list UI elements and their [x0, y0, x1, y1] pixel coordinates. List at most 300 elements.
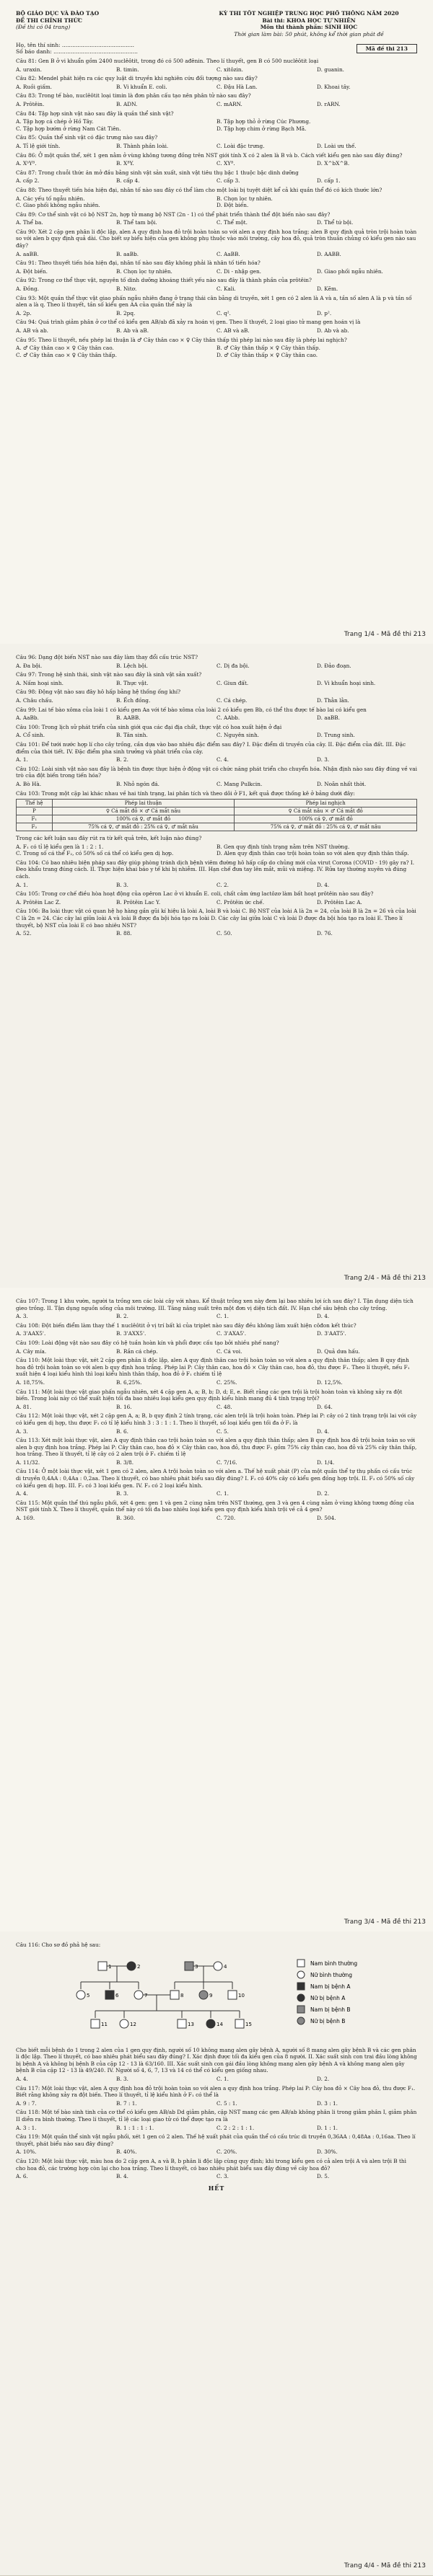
pedigree-female — [206, 2019, 215, 2028]
answer-options — [16, 84, 417, 91]
answer-option: A. Đa bội. — [16, 662, 43, 669]
table-row — [17, 807, 417, 815]
end-mark: HẾT — [208, 2184, 225, 2192]
question-text: Câu 118: Một tế bào sinh tinh của cơ thể có kiểu gen AB/ab Dd giảm phân, cặp NST mang các gen AB/ab không phân li trong giảm phân I, giảm phân II diễn ra bình thường. Theo lí thuyết, tỉ lệ các loại giao tử có thể được tạo ra là — [16, 2109, 417, 2123]
answer-option: C. Di - nhập gen. — [216, 267, 261, 275]
pedigree-number: 15 — [245, 2021, 252, 2027]
answer-option: A. 18,75%. — [16, 1378, 45, 1386]
answer-options — [16, 101, 417, 108]
legend-female-symbol — [297, 1971, 305, 1978]
answer-option: D. Khoai tây. — [317, 83, 351, 90]
answer-option: C. Prôtêin ức chế. — [216, 898, 265, 906]
answer-option: A. Đồng. — [16, 286, 39, 293]
pedigree-number: 2 — [137, 1963, 141, 1970]
question-text: Câu 84: Tập hợp sinh vật nào sau đây là quần thể sinh vật? — [16, 110, 174, 117]
answer-option: B. 40%. — [116, 2148, 137, 2156]
legend-label: Nữ bị bệnh B — [310, 2017, 346, 2024]
answer-option: C. 50. — [216, 930, 232, 937]
page-footer: Trang 2/4 - Mã đề thi 213 — [344, 1275, 426, 1282]
answer-option: B. Ếch đồng. — [116, 696, 151, 704]
answer-options — [16, 732, 417, 739]
candidate-info — [16, 42, 417, 55]
answer-option: D. 3. — [317, 756, 330, 763]
table-cell: ♀ Cá mắt đỏ × ♂ Cá mắt nâu — [52, 807, 235, 815]
answer-option: D. 76. — [317, 930, 333, 937]
table-header-cell: Thế hệ — [17, 800, 53, 807]
answer-option: B. Tân sinh. — [116, 732, 148, 739]
answer-option: A. 11/32. — [16, 1459, 40, 1466]
official-label: ĐỀ THI CHÍNH THỨC — [16, 17, 82, 24]
answer-options — [16, 1348, 417, 1355]
answer-options — [16, 2100, 417, 2107]
question-text: Câu 92: Trong cơ thể thực vật, nguyên tố dinh dưỡng khoáng thiết yếu nào sau đây là thành phần của prôtêin? — [16, 277, 312, 284]
answer-option: D. 504. — [317, 1515, 336, 1522]
question-text: Cho biết mỗi bệnh do 1 trong 2 alen của 1 gen quy định, người số 10 không mang alen gây bệnh A, người số 8 mang alen gây bệnh B và các gen phân li độc lập. Theo lí thuyết, có bao nhiêu phát biểu sau đây đúng? I. Xác định được tối đa kiểu gen của 8 người. II. Xác suất sinh con trai đầu lòng không bị bệnh A và không bị bệnh B của cặp 12 - 13 là 63/160. III. Xác suất sinh con gái đầu lòng không mang alen gây bệnh A và không mang alen gây bệnh B của cặp 12 - 13 là 49/240. IV. Người số 4, 6, 7, 13 và 14 có thể có kiểu gen giống nhau. — [16, 2046, 417, 2074]
answer-option: A. XᵇYᴮ. — [16, 160, 37, 167]
pedigree-chart — [16, 1953, 417, 2040]
page-footer: Trang 3/4 - Mã đề thi 213 — [344, 1918, 426, 1926]
answer-option: B. 2pq. — [116, 309, 136, 317]
answer-option: C. Giun đất. — [216, 679, 249, 686]
pedigree-male — [170, 1991, 179, 1999]
answer-option: A. 3 : 1. — [16, 2124, 37, 2131]
table-cell: 100% cá ♀, ♂ mắt đỏ — [235, 815, 417, 823]
answer-option: B. 360. — [116, 1515, 136, 1522]
answer-options — [16, 286, 417, 293]
answer-option: D. Trung sinh. — [317, 732, 355, 739]
answer-option: B. 16. — [116, 1403, 132, 1410]
answer-option: C. 7/16. — [216, 1459, 237, 1466]
question-text: Câu 113: Xét một loài thực vật, alen A quy định thân cao trội hoàn toàn so với alen a quy định thân thấp; alen B quy định hoa đỏ trội hoàn toàn so với alen b quy định hoa trắng. Phép lai P: Cây thân cao, hoa đỏ × Cây thân cao, hoa đỏ, thu được F₁ gồm 75% cây thân cao, hoa đỏ và 25% cây thân thấp, hoa trắng. Theo lí thuyết, tỉ lệ cây có 2 alen trội ở F₁ chiếm tỉ lệ — [16, 1437, 417, 1458]
answer-options — [16, 930, 417, 937]
answer-option: D. Thể tứ bội. — [317, 219, 354, 226]
answer-option: C. 20%. — [216, 2148, 237, 2156]
answer-option: D. rARN. — [317, 100, 341, 107]
answer-option: C. AaBB. — [216, 250, 240, 257]
answer-option: A. 10%. — [16, 2148, 37, 2156]
answer-option: A. AB và ab. — [16, 327, 48, 334]
table-cell: F₁ — [17, 815, 53, 823]
table-cell: P — [17, 807, 53, 815]
question-text: Câu 107: Trong 1 khu vườn, người ta trồng xen các loài cây với nhau. Kể thuật trồng xen này đem lại bao nhiêu lợi ích sau đây? I. Tận dụng diện tích gieo trồng. II. Tận dụng nguồn sống của môi trường. III. Tăng năng suất trên một đơn vị diện tích đất. IV. Hạn chế sâu bệnh cho cây trồng. — [16, 1298, 414, 1311]
answer-option: D. 1/4. — [317, 1459, 335, 1466]
question-text: Câu 81: Gen B ở vi khuẩn gồm 2400 nuclêôtit, trong đó có 500 ađênin. Theo lí thuyết, gen B có 500 nuclêôtit loại — [16, 58, 319, 64]
answer-option: A. Thể ba. — [16, 219, 43, 226]
answer-option: C. 3'AXA5'. — [216, 1330, 247, 1337]
answer-option: A. 6. — [16, 2173, 28, 2180]
question-text: Câu 97: Trong hệ sinh thái, sinh vật nào sau đây là sinh vật sản xuất? — [16, 671, 202, 678]
answer-option: C. Cá chép. — [216, 696, 248, 704]
question-text: Câu 83: Trong tế bào, nuclêôtit loại timin là đơn phân cấu tạo nên phân tử nào sau đây? — [16, 92, 251, 99]
answer-options — [16, 1330, 417, 1337]
question-text: Trong các kết luận sau đây rút ra từ kết quả trên, kết luận nào đúng? — [16, 835, 202, 842]
answer-options — [16, 177, 417, 185]
answer-option: C. Loài đặc trưng. — [216, 142, 265, 149]
question-list — [16, 1298, 417, 1522]
answer-option: B. ADN. — [116, 100, 138, 107]
page-count-note: (Đề thi có 04 trang) — [16, 24, 71, 30]
table-cell: 75% cá ♀, ♂ mắt đỏ : 25% cá ♀, ♂ mắt nâu — [235, 823, 417, 831]
pedigree-female — [120, 2019, 128, 2028]
question-text: Câu 109: Loài động vật nào sau đây có hệ tuần hoàn kín và phổi được cấu tạo bởi nhiều phế nang? — [16, 1339, 279, 1346]
answer-options — [16, 680, 417, 687]
question-text: Câu 108: Đột biến điểm làm thay thế 1 nuclêôtit ở vị trí bất kì của triplet nào sau đây đều không làm xuất hiện côđon kết thúc? — [16, 1322, 357, 1329]
question-text: Câu 98: Động vật nào sau đây hô hấp bằng hệ thống ống khí? — [16, 689, 180, 696]
pedigree-male — [235, 2019, 244, 2028]
answer-option: B. 3'AXX5'. — [116, 1330, 146, 1337]
answer-option: D. Kẽm. — [317, 286, 338, 293]
answer-option: B. 6,25%. — [116, 1378, 142, 1386]
answer-option: B. 7 : 1. — [116, 2099, 137, 2107]
pedigree-male — [228, 1991, 237, 1999]
table-header-cell: Phép lai nghịch — [235, 800, 417, 807]
pedigree-number: 10 — [238, 1992, 245, 1999]
question-text: Câu 103: Trong một cặp lai khác nhau về hai tính trạng, lai phân tích và theo dõi ở F1, kết quả được thống kê ở bảng dưới đây: — [16, 789, 355, 797]
answer-option: C. Dị đa bội. — [216, 662, 250, 669]
answer-option: D. 30%. — [317, 2148, 338, 2156]
pedigree-number: 3 — [195, 1963, 198, 1970]
answer-option: A. Tỉ lệ giới tính. — [16, 142, 61, 149]
question-text: Câu 95: Theo lí thuyết, nếu phép lai thuận là ♂ Cây thân cao × ♀ Cây thân thấp thì phép lai nào sau đây là phép lai nghịch? — [16, 336, 347, 343]
answer-option: D. Quả dưa hấu. — [317, 1347, 360, 1355]
answer-option: A. Prôtêin Lac Z. — [16, 898, 61, 906]
question-text: Câu 91: Theo thuyết tiến hóa hiện đại, nhân tố nào sau đây không phải là nhân tố tiến hóa? — [16, 260, 261, 267]
exam-subject-group: Bài thi: KHOA HỌC TỰ NHIÊN — [262, 17, 356, 24]
answer-options — [16, 327, 417, 335]
answer-option: B. 88. — [116, 930, 132, 937]
question-list — [16, 58, 417, 358]
pedigree-number: 13 — [188, 2021, 194, 2027]
candidate-number: Số báo danh: ................................................. — [16, 48, 138, 55]
pedigree-female — [127, 1962, 136, 1970]
legend-female-symbol — [297, 1994, 305, 2001]
answer-option: B. ♂ Cây thân thấp × ♀ Cây thân thấp. — [216, 345, 320, 352]
answer-option: C. 1. — [216, 2075, 229, 2082]
answer-option: C. ♂ Cây thân cao × ♀ Cây thân thấp. — [16, 351, 117, 358]
answer-options — [16, 1490, 417, 1497]
question-text: Câu 115: Một quần thể thú ngẫu phối, xét 4 gen: gen 1 và gen 2 cùng nằm trên NST thường, gen 3 và gen 4 cùng nằm ở vùng không tương đồng của NST giới tính X. Theo lí thuyết, quần thể này có tối đa bao nhiêu loại kiểu gen quy định kiểu hình trội về cả 4 gen? — [16, 1499, 414, 1513]
question-text: Câu 96: Dạng đột biến NST nào sau đây làm thay đổi cấu trúc NST? — [16, 654, 198, 660]
pedigree-number: 4 — [224, 1963, 227, 1970]
answer-option: D. 64. — [317, 1403, 333, 1410]
answer-option: C. Tập hợp bướm ở rừng Nam Cát Tiên. — [16, 125, 121, 132]
answer-option: C. q². — [216, 309, 231, 317]
question-text: Câu 105: Trong cơ chế điều hòa hoạt động của opêron Lac ở vi khuẩn E. coli, chất cảm ứng lactôzơ làm bất hoạt prôtêin nào sau đây? — [16, 890, 374, 898]
exam-page-1 — [0, 0, 433, 645]
answer-option: C. cấp 3. — [216, 177, 240, 185]
pedigree-female — [214, 1962, 222, 1970]
answer-option: D. 2. — [317, 2075, 330, 2082]
answer-option: D. Giao phối ngẫu nhiên. — [317, 267, 383, 275]
question-text: Câu 106: Ba loài thực vật có quan hệ họ hàng gần gũi kí hiệu là loài A, loài B và loài C. Bộ NST của loài A là 2n = 24, của loài B là 2n = 26 và của loài C là 2n = 24. Các cây lai giữa loài A và loài B được đa bội hóa tạo ra loài D. Các cây lai giữa loài C và loài D được đa bội hóa tạo ra loài E. Theo lí thuyết, bộ NST của loài E có bao nhiêu NST? — [16, 908, 416, 929]
question-text: Câu 93: Một quần thể thực vật giao phấn ngẫu nhiên đang ở trạng thái cân bằng di truyền, xét 1 gen có 2 alen là A và a, tần số alen A là p và tần số alen a là q. Theo lí thuyết, tần số kiểu gen AA của quần thể này là — [16, 294, 412, 309]
table-cell: 75% cá ♀, ♂ mắt đỏ : 25% cá ♀, ♂ mắt nâu — [52, 823, 235, 831]
question-text: Câu 116: Cho sơ đồ phả hệ sau: — [16, 1942, 101, 1948]
pedigree-male — [105, 1991, 114, 1999]
answer-option: D. Prôtêin Lac A. — [317, 898, 362, 906]
table-header-cell: Phép lai thuận — [52, 800, 235, 807]
answer-option: D. Vi khuẩn hoại sinh. — [317, 679, 376, 686]
answer-options — [16, 2076, 417, 2083]
answer-option: D. cấp 1. — [317, 177, 341, 185]
answer-options — [16, 781, 417, 788]
answer-option: A. Châu chấu. — [16, 696, 53, 704]
answer-option: A. Các yếu tố ngẫu nhiên. — [16, 195, 85, 202]
answer-option: A. Đột biến. — [16, 267, 48, 275]
question-text: Câu 88: Theo thuyết tiến hóa hiện đại, nhân tố nào sau đây có thể làm cho một loài bị tuyệt diệt kể cả khi quần thể đó có kích thước lớn? — [16, 186, 382, 193]
answer-option: A. 9 : 7. — [16, 2099, 37, 2107]
answer-option: B. Thực vật. — [116, 679, 149, 686]
pedigree-female — [134, 1991, 143, 1999]
question-text: Câu 82: Mendel phát hiện ra các quy luật di truyền khi nghiên cứu đối tượng nào sau đây? — [16, 75, 258, 82]
pedigree-female — [76, 1991, 85, 1999]
answer-option: A. 81. — [16, 1403, 32, 1410]
answer-options — [16, 663, 417, 670]
answer-option: C. 5. — [216, 1428, 229, 1435]
answer-options — [16, 251, 417, 258]
answer-option: B. XᴮY. — [116, 160, 134, 167]
answer-option: D. 3 : 1. — [317, 2099, 338, 2107]
answer-option: B. Lệch bội. — [116, 662, 148, 669]
pedigree-male — [91, 2019, 100, 2028]
answer-options — [16, 697, 417, 704]
answer-option: D. ♂ Cây thân thấp × ♀ Cây thân cao. — [216, 351, 318, 358]
legend-male-symbol — [297, 1983, 305, 1990]
answer-option: D. Ab và ab. — [317, 327, 349, 334]
legend-label: Nam bình thường — [310, 1960, 358, 1967]
results-table — [16, 799, 417, 831]
answer-option: D. Alen quy định thân cao trội hoàn toàn so với alen quy định thân thấp. — [216, 850, 409, 857]
legend-male-symbol — [297, 1960, 305, 1967]
answer-options — [16, 345, 417, 358]
question-text: Câu 111: Một loài thực vật giao phấn ngẫu nhiên, xét 4 cặp gen A, a; B, b; D, d; E, e. Biết rằng các gen trội là trội hoàn toàn và không xảy ra đột biến. Trong loài này có thể xuất hiện tối đa bao nhiêu loại kiểu gen quy định kiểu hình mang đủ 4 tính trạng trội? — [16, 1388, 403, 1402]
legend-male-symbol — [297, 2006, 305, 2013]
answer-option: A. aaBB. — [16, 250, 39, 257]
answer-option: A. AaBb. — [16, 714, 39, 722]
answer-option: B. 3. — [116, 2075, 128, 2082]
legend-label: Nữ bình thường — [310, 1971, 353, 1978]
question-text: Câu 89: Cơ thể sinh vật có bộ NST 2n, hợp tử mang bộ NST (2n - 1) có thể phát triển thành thể đột biến nào sau đây? — [16, 211, 331, 218]
answer-option: B. Ab và aB. — [116, 327, 149, 334]
answer-option: B. aaBb. — [116, 250, 139, 257]
answer-options — [16, 118, 417, 132]
table-row — [17, 823, 417, 831]
answer-option: A. 3. — [16, 1428, 28, 1435]
answer-option: D. Thằn lằn. — [317, 696, 349, 704]
answer-option: D. 3'AAT5'. — [317, 1330, 346, 1337]
answer-option: A. Prôtêin. — [16, 100, 45, 107]
table-cell: 100% cá ♀, ♂ mắt đỏ — [52, 815, 235, 823]
answer-option: C. Kali. — [216, 286, 236, 293]
answer-options — [16, 160, 417, 167]
question-text: Câu 112: Một loài thực vật, xét 2 cặp gen A, a; B, b quy định 2 tính trạng, các alen trội là trội hoàn toàn. Phép lai P: cây có 2 tính trạng trội lai với cây có kiểu gen dị hợp, thu được F₁ có tỉ lệ kiểu hình 3 : 3 : 1 : 1. Theo lí thuyết, số loại kiểu gen tối đa ở F₁ là — [16, 1412, 417, 1426]
answer-option: B. Nhỏ ngón đá. — [116, 780, 159, 787]
answer-options — [16, 66, 417, 74]
answer-options — [16, 756, 417, 763]
answer-option: C. 25%. — [216, 1378, 237, 1386]
legend-female-symbol — [297, 2017, 305, 2024]
answer-option: C. xitôzin. — [216, 66, 243, 73]
table-cell: ♀ Cá mắt nâu × ♂ Cá mắt đỏ — [235, 807, 417, 815]
exam-duration: Thời gian làm bài: 50 phút, không kể thời gian phát đề — [234, 30, 384, 37]
answer-option: D. 1 : 1. — [317, 2124, 338, 2131]
pedigree-number: 5 — [87, 1992, 90, 1999]
answer-option: C. Đậu Hà Lan. — [216, 83, 258, 90]
answer-option: C. mARN. — [216, 100, 242, 107]
answer-option: B. timin. — [116, 66, 139, 73]
pedigree-number: 11 — [101, 2021, 108, 2027]
answer-option: D. 4. — [317, 1313, 330, 1320]
table-row — [17, 815, 417, 823]
answer-option: B. Thành phần loài. — [116, 142, 169, 149]
answer-option: D. 4. — [317, 1428, 330, 1435]
answer-option: B. Prôtêin Lac Y. — [116, 898, 161, 906]
question-text: Câu 102: Loài sinh vật nào sau đây là bệnh tin được thực hiện ở động vật có chức năng phát triển cho chuyển hóa. Nhận định nào sau đây đúng về vai trò của đột biến trong tiến hóa? — [16, 765, 417, 779]
answer-option: D. AABB. — [317, 250, 341, 257]
question-text: Câu 99: Lai tế bào xôma của loài 1 có kiểu gen Aa với tế bào xôma của loài 2 có kiểu gen Bb, có thể thu được tế bào lai có kiểu gen — [16, 706, 367, 713]
answer-option: C. 4. — [216, 756, 229, 763]
pedigree-number: 9 — [209, 1992, 213, 1999]
answer-options — [16, 1404, 417, 1411]
answer-option: D. guanin. — [317, 66, 345, 73]
answer-options — [16, 1428, 417, 1435]
answer-options — [16, 1379, 417, 1386]
answer-option: C. 2. — [216, 881, 229, 888]
answer-option: C. 720. — [216, 1515, 236, 1522]
answer-option: B. 3. — [116, 1490, 128, 1497]
answer-option: C. Cá voi. — [216, 1347, 242, 1355]
table-cell: F₂ — [17, 823, 53, 831]
answer-options — [16, 219, 417, 226]
answer-option: C. Thể một. — [216, 219, 248, 226]
answer-option: C. 1. — [216, 1490, 229, 1497]
answer-option: B. 3. — [116, 881, 128, 888]
answer-option: C. Nguyên sinh. — [216, 732, 259, 739]
answer-options — [16, 1515, 417, 1522]
answer-option: A. cấp 2. — [16, 177, 40, 185]
answer-option: B. 2. — [116, 756, 128, 763]
pedigree-female — [199, 1991, 208, 1999]
answer-option: D. aaBB. — [317, 714, 340, 722]
answer-options — [16, 143, 417, 150]
answer-option: B. 2. — [116, 1313, 128, 1320]
question-list — [16, 654, 417, 937]
answer-option: A. 169. — [16, 1515, 35, 1522]
answer-option: B. Rắn cá chép. — [116, 1347, 158, 1355]
answer-options — [16, 2173, 417, 2180]
candidate-name: Họ, tên thí sinh: .......................................... — [16, 42, 135, 48]
answer-option: C. Trong số cá thể F₂, có 50% số cá thể có kiểu gen dị hợp. — [16, 850, 174, 857]
exam-header — [16, 10, 417, 37]
answer-option: B. AABB. — [116, 714, 141, 722]
question-text: Câu 104: Có bao nhiêu biện pháp sau đây giúp phòng tránh dịch bệnh viêm đường hô hấp cấp do chủng mới của virut Corona (COVID - 19) gây ra? I. Đeo khẩu trang đúng cách. II. Thực hiện khai báo y tế khi bị nhiễm. III. Hạn chế đưa tay lên mắt, mũi và miệng. IV. Rửa tay thường xuyên và đúng cách. — [16, 859, 415, 880]
answer-options — [16, 268, 417, 275]
answer-option: D. Tập hợp chim ở rừng Bạch Mã. — [216, 125, 307, 132]
answer-options — [16, 844, 417, 857]
pedigree-male — [178, 2019, 186, 2028]
answer-option: B. Thể tam bội. — [116, 219, 157, 226]
answer-option: C. 3. — [216, 2173, 229, 2180]
exam-title: KỲ THI TỐT NGHIỆP TRUNG HỌC PHỔ THÔNG NĂM 2020 — [219, 10, 399, 17]
answer-option: A. Cây mía. — [16, 1347, 47, 1355]
answer-option: D. 2. — [317, 1490, 330, 1497]
answer-option: A. 4. — [16, 2075, 28, 2082]
answer-option: C. Giao phối không ngẫu nhiên. — [16, 202, 100, 209]
exam-page-4 — [0, 1931, 433, 2576]
answer-option: A. 2p. — [16, 309, 32, 317]
answer-option: A. 1. — [16, 881, 28, 888]
answer-option: D. p². — [317, 309, 332, 317]
answer-option: B. Nitơ. — [116, 286, 137, 293]
question-text: Câu 110: Một loài thực vật, xét 2 cặp gen phân li độc lập, alen A quy định thân cao trội hoàn toàn so với alen a quy định thân thấp; alen B quy định hoa đỏ trội hoàn toàn so với alen b quy định hoa trắng. Phép lai P: Cây thân cao, hoa đỏ × Cây thân cao, hoa đỏ, thu được F₁. Theo lí thuyết, nếu F₁ xuất hiện 4 loại kiểu hình thì loại kiểu hình thân thấp, hoa đỏ ở F₁ chiếm tỉ lệ — [16, 1357, 410, 1378]
answer-option: B. 1 : 1 : 1 : 1. — [116, 2124, 154, 2131]
answer-option: A. F₁ có tỉ lệ kiểu gen là 1 : 2 : 1. — [16, 843, 104, 850]
answer-option: B. cấp 4. — [116, 177, 140, 185]
question-text: Câu 94: Quá trình giảm phân ở cơ thể có kiểu gen AB/ab đã xảy ra hoán vị gen. Theo lí thuyết, 2 loại giao tử mang gen hoán vị là — [16, 319, 361, 326]
question-text: Câu 85: Quần thể sinh vật có đặc trưng nào sau đây? — [16, 134, 158, 141]
pedigree-number: 8 — [180, 1992, 184, 1999]
legend-label: Nam bị bệnh B — [310, 2006, 351, 2013]
pedigree-number: 1 — [108, 1963, 112, 1970]
question-text: Câu 119: Một quần thể sinh vật ngẫu phối, xét 1 gen có 2 alen. Thế hệ xuất phát của quần thể có cấu trúc di truyền 0,36AA : 0,48Aa : 0,16aa. Theo lí thuyết, phát biểu nào sau đây đúng? — [16, 2133, 416, 2147]
answer-option: D. X^bX^B. — [317, 160, 350, 167]
answer-option: A. Bò Hà. — [16, 780, 42, 787]
answer-option: B. Vi khuẩn E. coli. — [116, 83, 167, 90]
answer-options — [16, 195, 417, 209]
answer-option: A. 52. — [16, 930, 32, 937]
question-text: Câu 117: Một loài thực vật, alen A quy định hoa đỏ trội hoàn toàn so với alen a quy định hoa trắng. Phép lai P: Cây hoa đỏ × Cây hoa đỏ, thu được F₁. Biết rằng không xảy ra đột biến. Theo lí thuyết, tỉ lệ kiểu hình ở F₁ có thể là — [16, 2084, 416, 2099]
answer-option: A. Cổ sinh. — [16, 732, 45, 739]
legend-label: Nam bị bệnh A — [310, 1983, 351, 1990]
ministry-name: BỘ GIÁO DỤC VÀ ĐÀO TẠO — [16, 10, 100, 17]
answer-option: D. 5. — [317, 2173, 330, 2180]
answer-option: C. Mang Pulkcin. — [216, 780, 263, 787]
pedigree-number: 14 — [216, 2021, 223, 2027]
page-footer: Trang 4/4 - Mã đề thi 213 — [344, 2562, 426, 2570]
answer-option: B. 3/8. — [116, 1459, 134, 1466]
question-list — [16, 1942, 417, 2180]
answer-options — [16, 2148, 417, 2156]
answer-options — [16, 714, 417, 722]
answer-option: A. 4. — [16, 1490, 28, 1497]
answer-option: C. AB và aB. — [216, 327, 250, 334]
answer-option: A. uraxin. — [16, 66, 42, 73]
answer-option: B. Chọn lọc tự nhiên. — [216, 195, 273, 202]
question-text: Câu 101: Để tưới nước hợp lí cho cây trồng, cần dựa vào bao nhiêu đặc điểm sau đây? I. Đặc điểm di truyền của cây. II. Đặc điểm của đất. III. Đặc điểm của thời tiết. IV. Đặc điểm pha sinh trưởng và phát triển của cây. — [16, 740, 406, 755]
question-text: Câu 100: Trong lịch sử phát triển của sinh giới qua các đại địa chất, thực vật có hoa xuất hiện ở đại — [16, 723, 282, 730]
answer-option: C. AAbb. — [216, 714, 240, 722]
exam-code: Mã đề thi 213 — [357, 44, 417, 53]
pedigree-number: 12 — [130, 2021, 136, 2027]
legend-label: Nữ bị bệnh A — [310, 1994, 346, 2001]
pedigree-number: 6 — [115, 1992, 119, 1999]
answer-option: A. Nấm hoại sinh. — [16, 679, 64, 686]
answer-option: C. 2 : 2 : 1 : 1. — [216, 2124, 255, 2131]
answer-option: D. Loài ưu thế. — [317, 142, 357, 149]
exam-page-2 — [0, 644, 433, 1288]
answer-options — [16, 310, 417, 317]
pedigree-male — [98, 1962, 107, 1970]
answer-option: A. Tập hợp cá chép ở Hồ Tây. — [16, 118, 94, 125]
answer-option: B. 4. — [116, 2173, 128, 2180]
question-text: Câu 86: Ở một quần thể, xét 1 gen nằm ở vùng không tương đồng trên NST giới tính X có 2 alen là B và b. Cách viết kiểu gen nào sau đây đúng? — [16, 151, 403, 159]
answer-option: B. 6. — [116, 1428, 128, 1435]
answer-option: A. ♂ Cây thân cao × ♀ Cây thân cao. — [16, 345, 114, 352]
page-footer: Trang 1/4 - Mã đề thi 213 — [344, 631, 426, 638]
answer-option: A. 1. — [16, 756, 28, 763]
answer-options — [16, 899, 417, 906]
pedigree-male — [185, 1962, 193, 1970]
